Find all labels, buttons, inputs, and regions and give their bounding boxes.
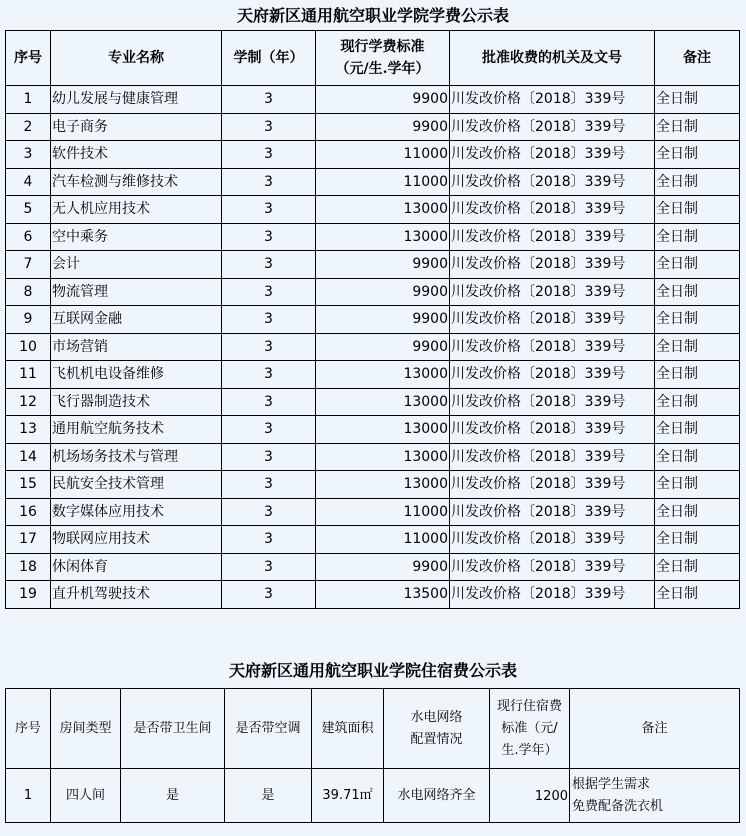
- cell-years: 3: [222, 416, 316, 444]
- cell-remark: 全日制: [655, 553, 740, 581]
- table-header-row: [6, 689, 740, 769]
- cell-remark: 全日制: [655, 86, 740, 114]
- dorm-cell-bathroom: 是: [121, 769, 225, 823]
- cell-authority: 川发改价格〔2018〕339号: [450, 306, 655, 334]
- table-row: [6, 196, 740, 224]
- cell-major: 空中乘务: [51, 223, 222, 251]
- cell-fee: 11000: [316, 498, 450, 526]
- header-authority: 批准收费的机关及文号: [450, 31, 655, 86]
- cell-remark: 全日制: [655, 251, 740, 279]
- cell-fee: 9900: [316, 86, 450, 114]
- dorm-header-utilities-line2: 配置情况: [410, 731, 463, 747]
- cell-fee: 13000: [316, 388, 450, 416]
- cell-seq: 14: [6, 443, 51, 471]
- table-row: [6, 471, 740, 499]
- cell-authority: 川发改价格〔2018〕339号: [450, 168, 655, 196]
- cell-major: 飞机机电设备维修: [51, 361, 222, 389]
- cell-seq: 19: [6, 581, 51, 609]
- dorm-cell-remark-line2: 免费配备洗衣机: [572, 798, 664, 814]
- cell-remark: 全日制: [655, 306, 740, 334]
- cell-authority: 川发改价格〔2018〕339号: [450, 113, 655, 141]
- cell-fee: 9900: [316, 251, 450, 279]
- cell-fee: 11000: [316, 526, 450, 554]
- table-row: [6, 769, 740, 823]
- cell-years: 3: [222, 196, 316, 224]
- dorm-cell-utilities: 水电网络齐全: [384, 769, 490, 823]
- cell-major: 会计: [51, 251, 222, 279]
- cell-years: 3: [222, 498, 316, 526]
- dorm-table-title: 天府新区通用航空职业学院住宿费公示表: [228, 661, 517, 680]
- cell-fee: 9900: [316, 278, 450, 306]
- cell-years: 3: [222, 113, 316, 141]
- cell-years: 3: [222, 443, 316, 471]
- cell-years: 3: [222, 223, 316, 251]
- table-row: [6, 526, 740, 554]
- cell-remark: 全日制: [655, 443, 740, 471]
- cell-years: 3: [222, 141, 316, 169]
- cell-remark: 全日制: [655, 141, 740, 169]
- cell-major: 无人机应用技术: [51, 196, 222, 224]
- table-row: [6, 388, 740, 416]
- cell-fee: 9900: [316, 553, 450, 581]
- header-fee-line1: 现行学费标准: [340, 39, 425, 55]
- header-seq: 序号: [6, 31, 51, 86]
- cell-authority: 川发改价格〔2018〕339号: [450, 526, 655, 554]
- dorm-cell-room-type: 四人间: [51, 769, 121, 823]
- dorm-cell-area: 39.71㎡: [312, 769, 384, 823]
- cell-years: 3: [222, 471, 316, 499]
- cell-remark: 全日制: [655, 526, 740, 554]
- cell-major: 机场场务技术与管理: [51, 443, 222, 471]
- cell-years: 3: [222, 168, 316, 196]
- cell-remark: 全日制: [655, 388, 740, 416]
- table-row: [6, 86, 740, 114]
- cell-remark: 全日制: [655, 498, 740, 526]
- cell-seq: 5: [6, 196, 51, 224]
- cell-fee: 13000: [316, 416, 450, 444]
- header-major: 专业名称: [51, 31, 222, 86]
- cell-seq: 6: [6, 223, 51, 251]
- cell-seq: 17: [6, 526, 51, 554]
- cell-major: 休闲体育: [51, 553, 222, 581]
- cell-remark: 全日制: [655, 278, 740, 306]
- cell-years: 3: [222, 306, 316, 334]
- dorm-cell-remark-line1: 根据学生需求: [572, 776, 651, 792]
- cell-seq: 9: [6, 306, 51, 334]
- cell-seq: 3: [6, 141, 51, 169]
- cell-fee: 13000: [316, 196, 450, 224]
- table-row: [6, 333, 740, 361]
- cell-years: 3: [222, 388, 316, 416]
- cell-authority: 川发改价格〔2018〕339号: [450, 251, 655, 279]
- cell-remark: 全日制: [655, 196, 740, 224]
- cell-years: 3: [222, 86, 316, 114]
- dorm-header-fee-line2: 标准（元/: [501, 720, 558, 736]
- cell-authority: 川发改价格〔2018〕339号: [450, 388, 655, 416]
- cell-seq: 15: [6, 471, 51, 499]
- cell-seq: 8: [6, 278, 51, 306]
- cell-authority: 川发改价格〔2018〕339号: [450, 498, 655, 526]
- cell-seq: 11: [6, 361, 51, 389]
- cell-authority: 川发改价格〔2018〕339号: [450, 333, 655, 361]
- cell-authority: 川发改价格〔2018〕339号: [450, 223, 655, 251]
- cell-fee: 9900: [316, 113, 450, 141]
- header-remark: 备注: [655, 31, 740, 86]
- table-row: [6, 141, 740, 169]
- dorm-fee-table: [5, 688, 740, 823]
- cell-years: 3: [222, 581, 316, 609]
- dorm-header-seq: 序号: [6, 689, 51, 769]
- table-row: [6, 278, 740, 306]
- cell-fee: 9900: [316, 333, 450, 361]
- cell-authority: 川发改价格〔2018〕339号: [450, 278, 655, 306]
- table-row: [6, 498, 740, 526]
- cell-seq: 1: [6, 86, 51, 114]
- table-row: [6, 306, 740, 334]
- cell-major: 互联网金融: [51, 306, 222, 334]
- cell-years: 3: [222, 251, 316, 279]
- tuition-fee-table: [5, 30, 740, 609]
- cell-seq: 4: [6, 168, 51, 196]
- cell-years: 3: [222, 278, 316, 306]
- cell-major: 物流管理: [51, 278, 222, 306]
- cell-remark: 全日制: [655, 581, 740, 609]
- cell-remark: 全日制: [655, 113, 740, 141]
- cell-years: 3: [222, 333, 316, 361]
- cell-fee: 13000: [316, 361, 450, 389]
- table-row: [6, 113, 740, 141]
- cell-major: 民航安全技术管理: [51, 471, 222, 499]
- cell-major: 飞行器制造技术: [51, 388, 222, 416]
- table-row: [6, 416, 740, 444]
- cell-years: 3: [222, 361, 316, 389]
- dorm-header-aircon: 是否带空调: [225, 689, 312, 769]
- table-row: [6, 443, 740, 471]
- cell-fee: 11000: [316, 141, 450, 169]
- cell-fee: 13500: [316, 581, 450, 609]
- cell-remark: 全日制: [655, 333, 740, 361]
- dorm-header-fee: [490, 689, 570, 769]
- cell-fee: 11000: [316, 168, 450, 196]
- cell-major: 数字媒体应用技术: [51, 498, 222, 526]
- dorm-cell-aircon: 是: [225, 769, 312, 823]
- cell-remark: 全日制: [655, 168, 740, 196]
- cell-authority: 川发改价格〔2018〕339号: [450, 581, 655, 609]
- dorm-header-fee-line3: 生.学年）: [501, 742, 558, 758]
- dorm-cell-seq: 1: [6, 769, 51, 823]
- cell-seq: 10: [6, 333, 51, 361]
- cell-years: 3: [222, 553, 316, 581]
- cell-remark: 全日制: [655, 223, 740, 251]
- dorm-header-utilities: [384, 689, 490, 769]
- cell-authority: 川发改价格〔2018〕339号: [450, 361, 655, 389]
- cell-seq: 7: [6, 251, 51, 279]
- cell-authority: 川发改价格〔2018〕339号: [450, 553, 655, 581]
- cell-major: 物联网应用技术: [51, 526, 222, 554]
- cell-fee: 13000: [316, 443, 450, 471]
- cell-seq: 12: [6, 388, 51, 416]
- cell-major: 通用航空航务技术: [51, 416, 222, 444]
- cell-authority: 川发改价格〔2018〕339号: [450, 443, 655, 471]
- cell-authority: 川发改价格〔2018〕339号: [450, 141, 655, 169]
- header-years: 学制（年）: [222, 31, 316, 86]
- cell-major: 幼儿发展与健康管理: [51, 86, 222, 114]
- table-row: [6, 581, 740, 609]
- table-row: [6, 251, 740, 279]
- cell-years: 3: [222, 526, 316, 554]
- cell-remark: 全日制: [655, 416, 740, 444]
- dorm-cell-remark: [570, 769, 740, 823]
- cell-seq: 13: [6, 416, 51, 444]
- cell-major: 直升机驾驶技术: [51, 581, 222, 609]
- cell-fee: 13000: [316, 471, 450, 499]
- cell-authority: 川发改价格〔2018〕339号: [450, 416, 655, 444]
- table-row: [6, 223, 740, 251]
- cell-authority: 川发改价格〔2018〕339号: [450, 86, 655, 114]
- cell-major: 市场营销: [51, 333, 222, 361]
- cell-authority: 川发改价格〔2018〕339号: [450, 196, 655, 224]
- dorm-header-remark: 备注: [570, 689, 740, 769]
- header-fee-line2: （元/生.学年）: [335, 61, 430, 77]
- cell-fee: 13000: [316, 223, 450, 251]
- table-header-row: [6, 31, 740, 86]
- cell-remark: 全日制: [655, 361, 740, 389]
- cell-major: 软件技术: [51, 141, 222, 169]
- cell-seq: 2: [6, 113, 51, 141]
- cell-seq: 18: [6, 553, 51, 581]
- cell-major: 电子商务: [51, 113, 222, 141]
- dorm-header-room-type: 房间类型: [51, 689, 121, 769]
- fee-table-title: 天府新区通用航空职业学院学费公示表: [236, 6, 509, 25]
- cell-remark: 全日制: [655, 471, 740, 499]
- cell-seq: 16: [6, 498, 51, 526]
- dorm-header-bathroom: 是否带卫生间: [121, 689, 225, 769]
- dorm-cell-fee: 1200: [490, 769, 570, 823]
- table-row: [6, 553, 740, 581]
- cell-major: 汽车检测与维修技术: [51, 168, 222, 196]
- dorm-header-area: 建筑面积: [312, 689, 384, 769]
- header-fee: [316, 31, 450, 86]
- cell-fee: 9900: [316, 306, 450, 334]
- dorm-header-fee-line1: 现行住宿费: [496, 698, 562, 714]
- cell-authority: 川发改价格〔2018〕339号: [450, 471, 655, 499]
- table-row: [6, 168, 740, 196]
- dorm-header-utilities-line1: 水电网络: [410, 709, 463, 725]
- table-row: [6, 361, 740, 389]
